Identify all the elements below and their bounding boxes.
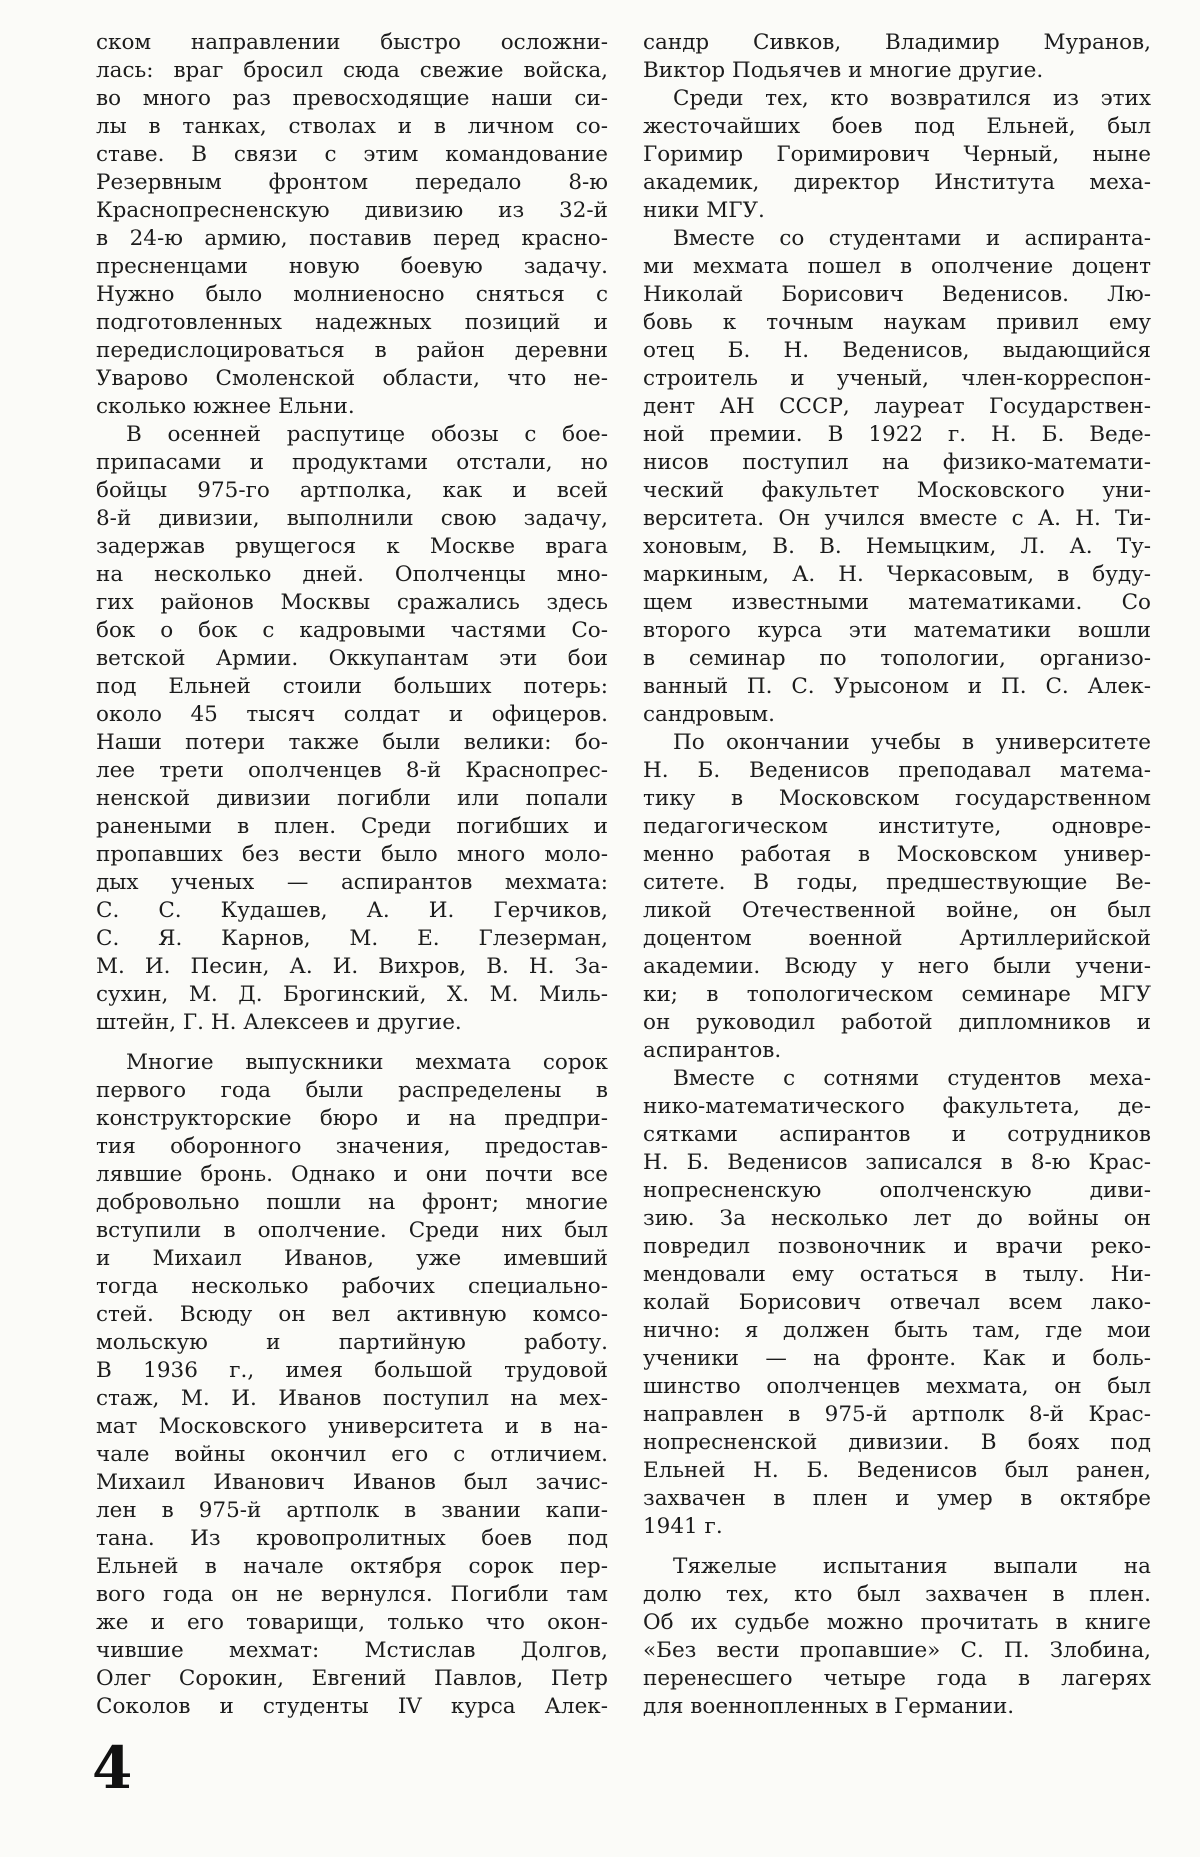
text-line: 1941 г.	[643, 1514, 723, 1539]
paragraph	[643, 1553, 1151, 1721]
text-line: добровольно пошли на фронт; многие	[96, 1190, 608, 1215]
text-line: бовь к точным наукам привил ему	[643, 310, 1151, 335]
text-line: Нужно было молниеносно сняться с	[96, 282, 608, 307]
text-line: сандр Сивков, Владимир Муранов,	[643, 30, 1151, 55]
text-line: вступили в ополчение. Среди них был	[96, 1218, 608, 1243]
text-line: лее трети ополченцев 8-й Краснопрес-	[96, 758, 608, 783]
text-line: Тяжелые испытания выпали на	[673, 1554, 1151, 1579]
text-line: Краснопресненскую дивизию из 32-й	[96, 198, 608, 223]
text-line: строитель и ученый, член-корреспон-	[643, 366, 1151, 391]
text-line: менно работая в Московском универ-	[643, 842, 1151, 867]
text-line: передислоцироваться в район деревни	[96, 338, 608, 363]
text-line: повредил позвоночник и врачи реко-	[643, 1234, 1151, 1259]
text-line: ликой Отечественной войне, он был	[643, 898, 1151, 923]
text-line: жесточайших боев под Ельней, был	[643, 114, 1151, 139]
text-line: «Без вести пропавшие» С. П. Злобина,	[643, 1638, 1151, 1663]
text-line: вого года он не вернулся. Погибли там	[96, 1582, 608, 1607]
text-line: Николай Борисович Веденисов. Лю-	[643, 282, 1151, 307]
text-line: около 45 тысяч солдат и офицеров.	[96, 702, 608, 727]
text-line: Среди тех, кто возвратился из этих	[673, 86, 1151, 111]
text-line: ранеными в плен. Среди погибших и	[96, 814, 608, 839]
text-column-right	[643, 29, 1151, 1721]
text-line: маркиным, А. Н. Черкасовым, в буду-	[643, 562, 1151, 587]
text-line: ми мехмата пошел в ополчение доцент	[643, 254, 1151, 279]
text-line: колай Борисович отвечал всем лако-	[643, 1290, 1151, 1315]
page-number: 4	[92, 1734, 133, 1802]
text-line: Ельней Н. Б. Веденисов был ранен,	[643, 1458, 1151, 1483]
text-line: В 1936 г., имея большой трудовой	[96, 1358, 608, 1383]
text-line: пресненцами новую боевую задачу.	[96, 254, 608, 279]
text-line: Виктор Подьячев и многие другие.	[643, 58, 1044, 83]
text-line: доцентом военной Артиллерийской	[643, 926, 1151, 951]
text-line: тия оборонного значения, предостав-	[96, 1134, 608, 1159]
text-line: подготовленных надежных позиций и	[96, 310, 608, 335]
text-line: второго курса эти математики вошли	[643, 618, 1151, 643]
text-line: ненской дивизии погибли или попали	[96, 786, 608, 811]
text-line: ском направлении быстро осложни-	[96, 30, 608, 55]
text-line: долю тех, кто был захвачен в плен.	[643, 1582, 1151, 1607]
text-line: ческий факультет Московского уни-	[643, 478, 1151, 503]
text-line: Вместе с сотнями студентов меха-	[673, 1066, 1151, 1091]
text-line: Н. Б. Веденисов записался в 8-ю Крас-	[643, 1150, 1151, 1175]
text-line: лы в танках, стволах и в личном со-	[96, 114, 608, 139]
text-line: дых ученых — аспирантов мехмата:	[96, 870, 608, 895]
text-line: ситете. В годы, предшествующие Ве-	[643, 870, 1151, 895]
text-line: направлен в 975-й артполк 8-й Крас-	[643, 1402, 1151, 1427]
text-line: Горимир Горимирович Черный, ныне	[643, 142, 1151, 167]
text-line: первого года были распределены в	[96, 1078, 608, 1103]
paragraph	[643, 729, 1151, 1065]
text-line: ученики — на фронте. Как и боль-	[643, 1346, 1151, 1371]
text-line: перенесшего четыре года в лагерях	[643, 1666, 1151, 1691]
text-line: в 24-ю армию, поставив перед красно-	[96, 226, 608, 251]
text-line: сандровым.	[643, 702, 775, 727]
text-line: припасами и продуктами отстали, но	[96, 450, 608, 475]
text-line: конструкторские бюро и на предпри-	[96, 1106, 608, 1131]
paragraph	[643, 29, 1151, 85]
text-line: стаж, М. И. Иванов поступил на мех-	[96, 1386, 608, 1411]
paragraph	[643, 1065, 1151, 1541]
text-line: он руководил работой дипломников и	[643, 1010, 1151, 1035]
text-line: академик, директор Института меха-	[643, 170, 1151, 195]
text-line: лявшие бронь. Однако и они почти все	[96, 1162, 608, 1187]
text-line: В осенней распутице обозы с бое-	[126, 422, 608, 447]
text-line: Вместе со студентами и аспиранта-	[673, 226, 1151, 251]
text-line: мат Московского университета и в на-	[96, 1414, 608, 1439]
text-line: М. И. Песин, А. И. Вихров, В. Н. За-	[96, 954, 608, 979]
text-line: С. Я. Карнов, М. Е. Глезерман,	[96, 926, 608, 951]
text-line: ставе. В связи с этим командование	[96, 142, 608, 167]
text-line: бок о бок с кадровыми частями Со-	[96, 618, 608, 643]
text-line: мольскую и партийную работу.	[96, 1330, 608, 1355]
text-line: бойцы 975-го артполка, как и всей	[96, 478, 608, 503]
text-line: аспирантов.	[643, 1038, 782, 1063]
text-line: сухин, М. Д. Брогинский, Х. М. Миль-	[96, 982, 608, 1007]
text-line: и Михаил Иванов, уже имевший	[96, 1246, 608, 1271]
text-line: дент АН СССР, лауреат Государствен-	[643, 394, 1151, 419]
text-line: нично: я должен быть там, где мои	[643, 1318, 1151, 1343]
text-line: ки; в топологическом семинаре МГУ	[643, 982, 1151, 1007]
text-line: Уварово Смоленской области, что не-	[96, 366, 608, 391]
text-line: шинство ополченцев мехмата, он был	[643, 1374, 1151, 1399]
text-line: зию. За несколько лет до войны он	[643, 1206, 1151, 1231]
text-line: ной премии. В 1922 г. Н. Б. Веде-	[643, 422, 1151, 447]
text-line: Резервным фронтом передало 8-ю	[96, 170, 608, 195]
text-line: щем известными математиками. Со	[643, 590, 1151, 615]
text-line: тику в Московском государственном	[643, 786, 1151, 811]
text-line: в семинар по топологии, организо-	[643, 646, 1151, 671]
text-line: академии. Всюду у него были учени-	[643, 954, 1151, 979]
text-line: тогда несколько рабочих специально-	[96, 1274, 608, 1299]
text-line: чившие мехмат: Мстислав Долгов,	[96, 1638, 608, 1663]
text-line: Многие выпускники мехмата сорок	[126, 1050, 608, 1075]
text-line: нисов поступил на физико-математи-	[643, 450, 1151, 475]
text-line: сятками аспирантов и сотрудников	[643, 1122, 1151, 1147]
text-line: нопресненскую ополченскую диви-	[643, 1178, 1151, 1203]
text-line: хоновым, В. В. Немыцким, Л. А. Ту-	[643, 534, 1151, 559]
text-line: нико-математического факультета, де-	[643, 1094, 1151, 1119]
text-column-left	[96, 29, 608, 1721]
text-line: Соколов и студенты IV курса Алек-	[96, 1694, 608, 1719]
paragraph	[643, 225, 1151, 729]
text-line: По окончании учебы в университете	[673, 730, 1151, 755]
text-line: Н. Б. Веденисов преподавал матема-	[643, 758, 1151, 783]
paragraph	[643, 85, 1151, 225]
text-line: ветской Армии. Оккупантам эти бои	[96, 646, 608, 671]
text-line: пропавших без вести было много моло-	[96, 842, 608, 867]
paragraph	[96, 1049, 608, 1721]
text-line: Ельней в начале октября сорок пер-	[96, 1554, 608, 1579]
text-line: ванный П. С. Урысоном и П. С. Алек-	[643, 674, 1151, 699]
text-line: стей. Всюду он вел активную комсо-	[96, 1302, 608, 1327]
text-line: на несколько дней. Ополченцы мно-	[96, 562, 608, 587]
text-line: ники МГУ.	[643, 198, 765, 223]
text-line: лась: враг бросил сюда свежие войска,	[96, 58, 608, 83]
text-line: нопресненской дивизии. В боях под	[643, 1430, 1151, 1455]
text-line: штейн, Г. Н. Алексеев и другие.	[96, 1010, 462, 1035]
text-line: тана. Из кровопролитных боев под	[96, 1526, 608, 1551]
text-line: под Ельней стоили больших потерь:	[96, 674, 608, 699]
text-line: верситета. Он учился вместе с А. Н. Ти-	[643, 506, 1151, 531]
text-line: С. С. Кудашев, А. И. Герчиков,	[96, 898, 608, 923]
text-line: педагогическом институте, одновре-	[643, 814, 1151, 839]
text-line: отец Б. Н. Веденисов, выдающийся	[643, 338, 1151, 363]
text-line: Наши потери также были велики: бо-	[96, 730, 608, 755]
text-line: сколько южнее Ельни.	[96, 394, 355, 419]
text-line: гих районов Москвы сражались здесь	[96, 590, 608, 615]
text-line: Михаил Иванович Иванов был зачис-	[96, 1470, 608, 1495]
text-line: задержав рвущегося к Москве врага	[96, 534, 608, 559]
text-line: во много раз превосходящие наши си-	[96, 86, 608, 111]
text-line: для военнопленных в Германии.	[643, 1694, 1015, 1719]
text-line: лен в 975-й артполк в звании капи-	[96, 1498, 608, 1523]
text-line: Об их судьбе можно прочитать в книге	[643, 1610, 1151, 1635]
text-line: Олег Сорокин, Евгений Павлов, Петр	[96, 1666, 608, 1691]
paragraph	[96, 421, 608, 1037]
paragraph	[96, 29, 608, 421]
text-line: 8-й дивизии, выполнили свою задачу,	[96, 506, 608, 531]
text-line: захвачен в плен и умер в октябре	[643, 1486, 1151, 1511]
text-line: чале войны окончил его с отличием.	[96, 1442, 608, 1467]
text-line: мендовали ему остаться в тылу. Ни-	[643, 1262, 1151, 1287]
text-line: же и его товарищи, только что окон-	[96, 1610, 608, 1635]
